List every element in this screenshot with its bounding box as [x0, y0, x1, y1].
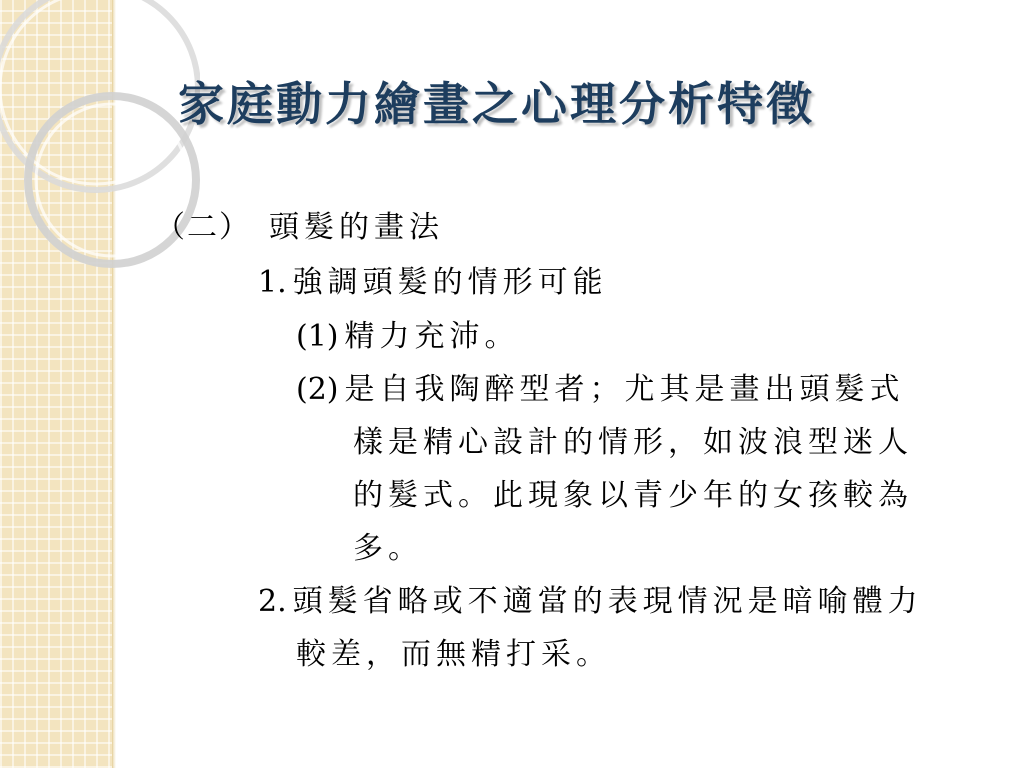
section-heading [155, 210, 444, 245]
sub-item-1-marker: (1) [296, 319, 339, 354]
list-item-1-number: 1. [258, 265, 287, 300]
decorative-rings [0, 0, 200, 300]
list-item-2-line-2: 較差，而無精打采。 [296, 637, 611, 672]
sub-item-1-text: 精力充沛。 [344, 319, 520, 354]
list-item-1-text: 強調頭髮的情形可能 [292, 265, 608, 300]
sub-item-2 [296, 372, 905, 407]
list-item-2 [258, 584, 923, 619]
sub-item-1 [296, 319, 520, 354]
slide-title: 家庭動力繪畫之心理分析特徵 [178, 77, 815, 131]
sub-item-2-marker: (2) [296, 372, 339, 407]
list-item-1 [258, 265, 608, 300]
list-item-2-number: 2. [258, 584, 287, 619]
sub-item-2-line-3: 的髮式。此現象以青少年的女孩較為 [353, 478, 913, 513]
sub-item-2-line-2: 樣是精心設計的情形，如波浪型迷人 [353, 425, 913, 460]
sub-item-2-line-4: 多。 [353, 531, 423, 566]
section-marker: （二） [155, 210, 251, 245]
section-heading-text: 頭髮的畫法 [269, 210, 444, 245]
sub-item-2-line-1: 是自我陶醉型者；尤其是畫出頭髮式 [344, 372, 905, 407]
list-item-2-line-1: 頭髮省略或不適當的表現情況是暗喻體力 [292, 584, 923, 619]
